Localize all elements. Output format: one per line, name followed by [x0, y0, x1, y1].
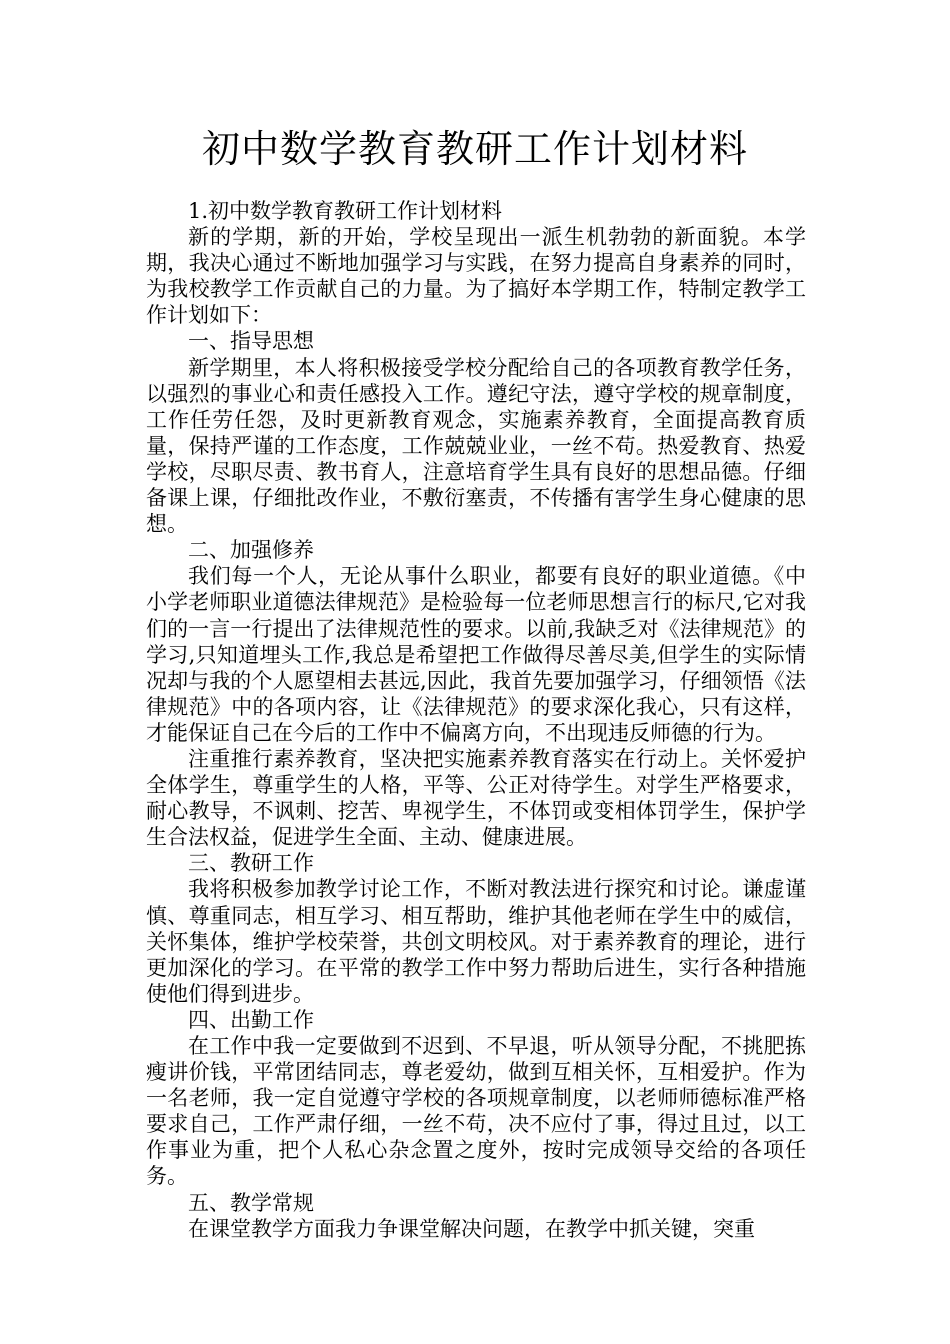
section-heading-cultivation: 二、加强修养	[188, 538, 314, 563]
section-heading-guiding-thought: 一、指导思想	[188, 329, 314, 354]
section-heading-routine: 五、教学常规	[188, 1190, 314, 1215]
paragraph-attendance: 在工作中我一定要做到不迟到、不早退，听从领导分配，不挑肥拣瘦讲价钱，平常团结同志，尊老爱幼，做到互相关怀，互相爱护。作为一名老师，我一定自觉遵守学校的各项规章制度，以老师师德标准严格要求自己，工作严肃仔细，一丝不苟，决不应付了事，得过且过，以工作事业为重，把个人私心杂念置之度外，按时完成领导交给的各项任务。	[146, 1034, 806, 1189]
document-body	[146, 198, 806, 1242]
paragraph-guiding-thought: 新学期里，本人将积极接受学校分配给自己的各项教育教学任务，以强烈的事业心和责任感投入工作。遵纪守法，遵守学校的规章制度，工作任劳任怨，及时更新教育观念，实施素养教育，全面提高教育质量，保持严谨的工作态度，工作兢兢业业，一丝不苟。热爱教育、热爱学校，尽职尽责、教书育人，注意培育学生具有良好的思想品德。仔细备课上课，仔细批改作业，不敷衍塞责，不传播有害学生身心健康的思想。	[146, 355, 806, 537]
paragraph-heading-1: 1.初中数学教育教研工作计划材料	[188, 199, 503, 223]
document-title: 初中数学教育教研工作计划材料	[201, 127, 748, 171]
paragraph-routine: 在课堂教学方面我力争课堂解决问题，在教学中抓关键，突重	[188, 1216, 755, 1241]
paragraph-research: 我将积极参加教学讨论工作，不断对教法进行探究和讨论。谦虚谨慎、尊重同志，相互学习、相互帮助，维护其他老师在学生中的威信，关怀集体，维护学校荣誉，共创文明校风。对于素养教育的理论，进行更加深化的学习。在平常的教学工作中努力帮助后进生，实行各种措施使他们得到进步。	[146, 877, 806, 1006]
paragraph-cultivation-1: 我们每一个人，无论从事什么职业，都要有良好的职业道德。《中小学老师职业道德法律规范》是检验每一位老师思想言行的标尺,它对我们的一言一行提出了法律规范性的要求。以前,我缺乏对《法律规范》的学习,只知道埋头工作,我总是希望把工作做得尽善尽美,但学生的实际情况却与我的个人愿望相去甚远,因此，我首先要加强学习，仔细领悟《法律规范》中的各项内容，让《法律规范》的要求深化我心，只有这样，才能保证自己在今后的工作中不偏离方向，不出现违反师德的行为。	[146, 564, 806, 745]
paragraph-cultivation-2: 注重推行素养教育，坚决把实施素养教育落实在行动上。关怀爱护全体学生，尊重学生的人格，平等、公正对待学生。对学生严格要求，耐心教导，不讽刺、挖苦、卑视学生，不体罚或变相体罚学生，保护学生合法权益，促进学生全面、主动、健康进展。	[146, 746, 806, 850]
paragraph-intro: 新的学期，新的开始，学校呈现出一派生机勃勃的新面貌。本学期，我决心通过不断地加强学习与实践，在努力提高自身素养的同时，为我校教学工作贡献自己的力量。为了搞好本学期工作，特制定教学工作计划如下：	[146, 225, 806, 328]
section-heading-research: 三、教研工作	[188, 851, 314, 876]
section-heading-attendance: 四、出勤工作	[188, 1007, 314, 1032]
